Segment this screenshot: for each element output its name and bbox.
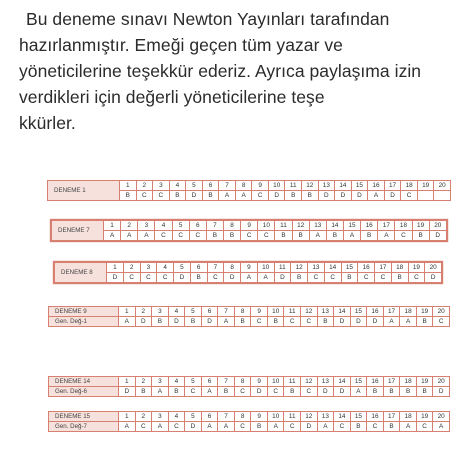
question-number-cell: 3 — [138, 221, 155, 231]
question-number-row — [49, 412, 450, 422]
answer-cell: A — [201, 387, 218, 397]
question-number-cell: 18 — [400, 412, 417, 422]
question-number-cell: 14 — [324, 263, 341, 273]
question-number-cell: 17 — [384, 181, 401, 191]
intro-line: hazırlanmıştır. Emeği geçen tüm yazar ve — [19, 35, 343, 55]
question-number-cell: 3 — [140, 263, 157, 273]
answer-cell: A — [368, 191, 385, 201]
question-number-row — [49, 307, 450, 317]
answer-cell: B — [267, 317, 284, 327]
answer-cell: B — [202, 191, 219, 201]
question-number-cell: 1 — [119, 307, 136, 317]
intro-line: verdikleri için değerli yöneticilerine teşe — [19, 87, 325, 107]
answer-cell: A — [383, 317, 400, 327]
answer-cell: D — [119, 387, 136, 397]
exam-label: DENEME 8 — [55, 263, 107, 283]
question-number-cell: 8 — [224, 263, 241, 273]
answer-cell: B — [285, 191, 302, 201]
answer-cell: D — [168, 317, 185, 327]
answer-cell: B — [185, 317, 202, 327]
question-number-cell: 20 — [434, 181, 451, 191]
question-number-cell: 9 — [252, 181, 269, 191]
question-number-cell: 13 — [318, 181, 335, 191]
answer-row — [52, 231, 447, 241]
answer-cell: B — [350, 422, 367, 432]
answer-cell: B — [234, 317, 251, 327]
answer-cell: D — [384, 191, 401, 201]
question-number-cell: 19 — [416, 377, 433, 387]
question-number-cell: 3 — [152, 377, 169, 387]
answer-cell: B — [391, 273, 408, 283]
question-number-cell: 14 — [334, 412, 351, 422]
intro-line: kkürler. — [19, 113, 76, 133]
question-number-cell: 5 — [174, 263, 191, 273]
question-number-cell: 4 — [169, 181, 186, 191]
answer-cell: C — [207, 273, 224, 283]
question-number-cell: 10 — [257, 263, 274, 273]
answer-cell: D — [334, 387, 351, 397]
question-number-cell: 7 — [219, 181, 236, 191]
answer-cell: C — [301, 387, 318, 397]
question-number-cell: 17 — [378, 221, 395, 231]
question-number-cell: 1 — [119, 377, 136, 387]
question-number-row — [55, 263, 442, 273]
answer-key-table — [54, 262, 442, 283]
question-number-cell: 6 — [189, 221, 206, 231]
answer-row — [49, 422, 450, 432]
exam-sublabel: Gen. Değ-1 — [49, 317, 119, 327]
answer-cell: C — [189, 231, 206, 241]
question-number-cell: 2 — [135, 412, 152, 422]
answer-cell: B — [206, 231, 223, 241]
question-number-cell: 16 — [367, 377, 384, 387]
question-number-cell: 19 — [417, 181, 434, 191]
answer-cell: A — [400, 317, 417, 327]
answer-cell: D — [174, 273, 191, 283]
answer-cell: C — [172, 231, 189, 241]
question-number-cell: 15 — [351, 181, 368, 191]
question-number-cell: 18 — [400, 377, 417, 387]
question-number-cell: 16 — [358, 263, 375, 273]
question-number-cell: 2 — [121, 221, 138, 231]
answer-cell: B — [326, 231, 343, 241]
question-number-cell: 1 — [120, 181, 137, 191]
question-number-cell: 11 — [284, 377, 301, 387]
answer-cell: B — [169, 191, 186, 201]
question-number-cell: 13 — [317, 412, 334, 422]
question-number-cell: 17 — [375, 263, 392, 273]
exam-label: DENEME 7 — [52, 221, 104, 241]
question-number-cell: 4 — [168, 412, 185, 422]
question-number-cell: 5 — [185, 377, 202, 387]
question-number-cell: 12 — [292, 221, 309, 231]
question-number-row — [52, 221, 447, 231]
question-number-cell: 20 — [425, 263, 442, 273]
answer-cell: A — [343, 231, 360, 241]
question-number-cell: 12 — [301, 307, 318, 317]
answer-cell: B — [383, 422, 400, 432]
answer-cell: C — [375, 273, 392, 283]
question-number-cell: 10 — [267, 377, 284, 387]
answer-cell: A — [152, 422, 169, 432]
question-number-cell: 4 — [155, 221, 172, 231]
intro-line: yöneticilerine teşekkür ederiz. Ayrıca paylaşıma izin — [19, 61, 422, 81]
answer-cell: C — [157, 273, 174, 283]
exam-sublabel: Gen. Değ-7 — [49, 422, 119, 432]
answer-cell: A — [104, 231, 121, 241]
answer-cell: D — [351, 191, 368, 201]
answer-cell: C — [395, 231, 412, 241]
question-number-cell: 19 — [416, 412, 433, 422]
question-number-cell: 20 — [433, 307, 450, 317]
question-number-cell: 11 — [285, 181, 302, 191]
answer-cell: D — [107, 273, 124, 283]
answer-cell: A — [219, 191, 236, 201]
question-number-cell: 2 — [136, 181, 153, 191]
question-number-cell: 13 — [308, 263, 325, 273]
exam-label: DENEME 9 — [49, 307, 119, 317]
answer-cell: B — [361, 231, 378, 241]
question-number-cell: 1 — [104, 221, 121, 231]
answer-key-table — [48, 376, 450, 397]
question-number-cell: 10 — [267, 412, 284, 422]
question-number-cell: 15 — [350, 307, 367, 317]
question-number-cell: 20 — [429, 221, 446, 231]
answer-cell: A — [218, 317, 235, 327]
answer-cell: B — [190, 273, 207, 283]
answer-cell: C — [267, 387, 284, 397]
answer-cell: B — [284, 387, 301, 397]
question-number-cell: 18 — [400, 307, 417, 317]
question-number-cell: 1 — [119, 412, 136, 422]
question-number-cell: 4 — [157, 263, 174, 273]
answer-key-table — [51, 220, 447, 241]
answer-cell: B — [168, 387, 185, 397]
answer-cell: C — [433, 317, 450, 327]
answer-cell: C — [284, 422, 301, 432]
question-number-cell: 18 — [395, 221, 412, 231]
answer-cell: B — [223, 231, 240, 241]
answer-cell: B — [275, 231, 292, 241]
answer-key-table — [47, 180, 451, 201]
answer-key-table — [48, 306, 450, 327]
answer-cell: A — [400, 422, 417, 432]
question-number-cell: 6 — [190, 263, 207, 273]
answer-cell: C — [168, 422, 185, 432]
answer-cell: A — [201, 422, 218, 432]
answer-cell: C — [135, 422, 152, 432]
question-number-cell: 15 — [341, 263, 358, 273]
question-number-cell: 4 — [168, 377, 185, 387]
answer-cell: D — [433, 387, 450, 397]
answer-cell: D — [268, 191, 285, 201]
answer-cell: A — [119, 317, 136, 327]
question-number-cell: 2 — [123, 263, 140, 273]
answer-cell: C — [241, 231, 258, 241]
answer-cell: C — [301, 317, 318, 327]
answer-cell: C — [308, 273, 325, 283]
question-number-cell: 19 — [412, 221, 429, 231]
question-number-cell: 2 — [135, 377, 152, 387]
answer-cell: C — [334, 422, 351, 432]
question-number-cell: 6 — [201, 307, 218, 317]
question-number-cell: 7 — [206, 221, 223, 231]
answer-cell: C — [140, 273, 157, 283]
question-number-cell: 11 — [275, 221, 292, 231]
answer-cell: B — [400, 387, 417, 397]
question-number-cell: 5 — [172, 221, 189, 231]
answer-cell: B — [412, 231, 429, 241]
answer-cell: D — [186, 191, 203, 201]
answer-cell: C — [234, 422, 251, 432]
answer-cell: A — [309, 231, 326, 241]
question-number-cell: 11 — [274, 263, 291, 273]
question-number-cell: 15 — [350, 412, 367, 422]
answer-cell: B — [291, 273, 308, 283]
exam-label: DENEME 15 — [49, 412, 119, 422]
answer-cell: C — [252, 191, 269, 201]
answer-cell: C — [185, 387, 202, 397]
question-number-cell: 6 — [201, 377, 218, 387]
intro-line: Bu deneme sınavı Newton Yayınları tarafından — [26, 9, 390, 29]
question-number-cell: 20 — [433, 377, 450, 387]
answer-row — [49, 317, 450, 327]
answer-cell: C — [234, 387, 251, 397]
answer-cell: C — [408, 273, 425, 283]
question-number-cell: 18 — [391, 263, 408, 273]
answer-cell: B — [416, 317, 433, 327]
answer-cell: C — [401, 191, 418, 201]
answer-cell — [417, 191, 434, 201]
intro-text — [19, 6, 459, 136]
answer-cell: D — [350, 317, 367, 327]
answer-cell: A — [235, 191, 252, 201]
question-number-cell: 13 — [317, 307, 334, 317]
answer-cell: D — [429, 231, 446, 241]
answer-cell: C — [258, 231, 275, 241]
exam-label: DENEME 1 — [48, 181, 120, 201]
question-number-cell: 1 — [107, 263, 124, 273]
answer-cell: B — [152, 317, 169, 327]
answer-cell: D — [317, 387, 334, 397]
answer-cell: A — [241, 273, 258, 283]
exam-label: DENEME 14 — [49, 377, 119, 387]
answer-cell: D — [335, 191, 352, 201]
question-number-cell: 9 — [251, 412, 268, 422]
question-number-cell: 12 — [302, 181, 319, 191]
exam-sublabel: Gen. Değ-6 — [49, 387, 119, 397]
answer-cell: D — [301, 422, 318, 432]
answer-cell: A — [121, 231, 138, 241]
answer-cell: B — [135, 387, 152, 397]
question-number-cell: 9 — [251, 377, 268, 387]
question-number-cell: 13 — [317, 377, 334, 387]
answer-cell: C — [251, 317, 268, 327]
question-number-cell: 9 — [241, 221, 258, 231]
question-number-cell: 10 — [268, 181, 285, 191]
question-number-cell: 3 — [152, 307, 169, 317]
question-number-cell: 12 — [301, 377, 318, 387]
answer-cell: A — [257, 273, 274, 283]
answer-cell: A — [119, 422, 136, 432]
question-number-cell: 17 — [383, 307, 400, 317]
question-number-cell: 12 — [301, 412, 318, 422]
answer-cell: D — [367, 317, 384, 327]
answer-cell: A — [317, 422, 334, 432]
answer-cell: C — [153, 191, 170, 201]
answer-cell: D — [334, 317, 351, 327]
question-number-cell: 7 — [218, 412, 235, 422]
answer-cell: C — [367, 422, 384, 432]
question-number-cell: 16 — [367, 307, 384, 317]
answer-cell: D — [185, 422, 202, 432]
answer-cell: D — [274, 273, 291, 283]
answer-cell: A — [218, 422, 235, 432]
question-number-cell: 15 — [350, 377, 367, 387]
answer-cell: D — [224, 273, 241, 283]
question-number-cell: 5 — [185, 412, 202, 422]
answer-cell: D — [425, 273, 442, 283]
question-number-cell: 19 — [416, 307, 433, 317]
question-number-cell: 5 — [185, 307, 202, 317]
question-number-cell: 3 — [153, 181, 170, 191]
question-number-row — [49, 377, 450, 387]
answer-cell: C — [284, 317, 301, 327]
question-number-cell: 16 — [367, 412, 384, 422]
question-number-cell: 18 — [401, 181, 418, 191]
answer-cell: C — [324, 273, 341, 283]
answer-cell: B — [120, 191, 137, 201]
question-number-cell: 14 — [326, 221, 343, 231]
question-number-cell: 9 — [251, 307, 268, 317]
question-number-row — [48, 181, 451, 191]
question-number-cell: 14 — [334, 307, 351, 317]
question-number-cell: 6 — [202, 181, 219, 191]
answer-cell: B — [416, 387, 433, 397]
answer-cell: B — [317, 317, 334, 327]
answer-cell: C — [358, 273, 375, 283]
answer-cell: B — [218, 387, 235, 397]
answer-cell: A — [267, 422, 284, 432]
answer-cell: A — [138, 231, 155, 241]
answer-cell: B — [367, 387, 384, 397]
answer-cell — [434, 191, 451, 201]
question-number-cell: 14 — [335, 181, 352, 191]
question-number-cell: 17 — [383, 377, 400, 387]
question-number-cell: 5 — [186, 181, 203, 191]
answer-cell: D — [201, 317, 218, 327]
question-number-cell: 8 — [235, 181, 252, 191]
answer-cell: D — [251, 387, 268, 397]
question-number-cell: 16 — [361, 221, 378, 231]
answer-cell: B — [251, 422, 268, 432]
question-number-cell: 2 — [135, 307, 152, 317]
question-number-cell: 7 — [218, 377, 235, 387]
question-number-cell: 6 — [201, 412, 218, 422]
answer-cell: A — [350, 387, 367, 397]
question-number-cell: 15 — [343, 221, 360, 231]
answer-cell: C — [123, 273, 140, 283]
question-number-cell: 19 — [408, 263, 425, 273]
answer-cell: A — [378, 231, 395, 241]
question-number-cell: 9 — [241, 263, 258, 273]
question-number-cell: 17 — [383, 412, 400, 422]
question-number-cell: 12 — [291, 263, 308, 273]
question-number-cell: 3 — [152, 412, 169, 422]
answer-cell: A — [433, 422, 450, 432]
answer-cell: B — [341, 273, 358, 283]
answer-row — [49, 387, 450, 397]
answer-cell: B — [292, 231, 309, 241]
answer-key-table — [48, 411, 450, 432]
answer-cell: B — [383, 387, 400, 397]
question-number-cell: 8 — [223, 221, 240, 231]
question-number-cell: 14 — [334, 377, 351, 387]
question-number-cell: 7 — [207, 263, 224, 273]
question-number-cell: 10 — [258, 221, 275, 231]
question-number-cell: 8 — [234, 412, 251, 422]
question-number-cell: 13 — [309, 221, 326, 231]
question-number-cell: 8 — [234, 307, 251, 317]
question-number-cell: 8 — [234, 377, 251, 387]
answer-cell: C — [136, 191, 153, 201]
question-number-cell: 10 — [267, 307, 284, 317]
answer-cell: C — [416, 422, 433, 432]
question-number-cell: 11 — [284, 307, 301, 317]
answer-row — [55, 273, 442, 283]
question-number-cell: 11 — [284, 412, 301, 422]
answer-cell: D — [318, 191, 335, 201]
answer-cell: A — [152, 387, 169, 397]
question-number-cell: 7 — [218, 307, 235, 317]
question-number-cell: 4 — [168, 307, 185, 317]
answer-cell: B — [302, 191, 319, 201]
question-number-cell: 20 — [433, 412, 450, 422]
answer-cell: D — [135, 317, 152, 327]
question-number-cell: 16 — [368, 181, 385, 191]
answer-cell: C — [155, 231, 172, 241]
